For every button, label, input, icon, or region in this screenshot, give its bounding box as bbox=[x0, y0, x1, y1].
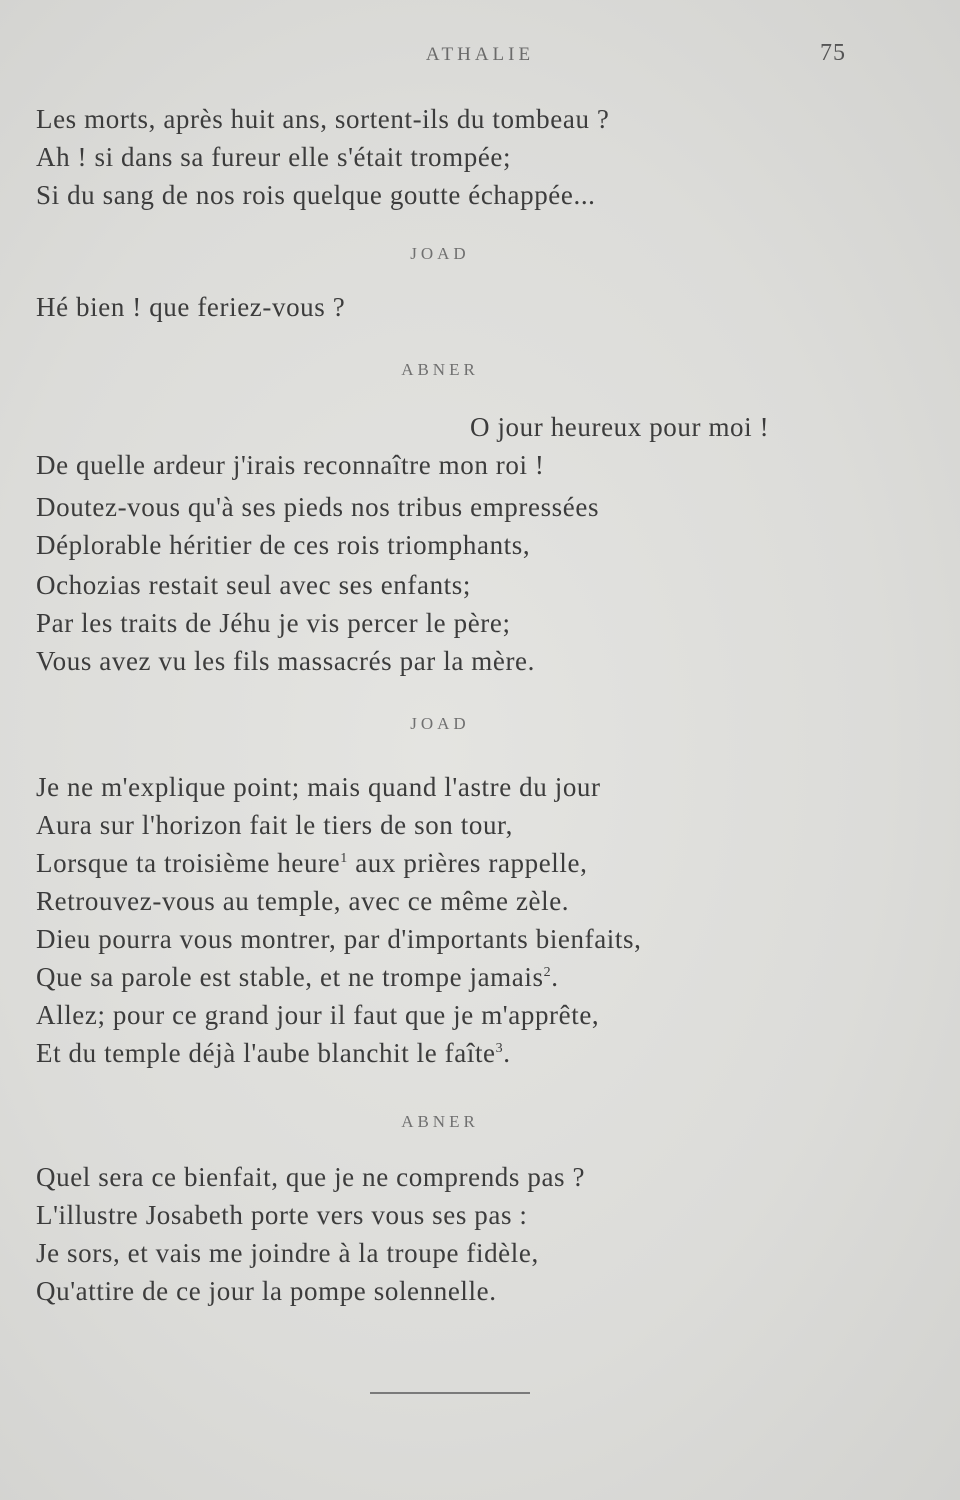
footnote-marker: 2 bbox=[543, 965, 552, 980]
verse-text: aux prières rappelle, bbox=[347, 848, 588, 878]
end-rule bbox=[370, 1392, 530, 1394]
speaker-name: ABNER bbox=[401, 360, 479, 379]
verse-line-indented: O jour heureux pour moi ! bbox=[470, 412, 770, 442]
verse-line: Ochozias restait seul avec ses enfants; bbox=[36, 570, 471, 600]
verse-line: Les morts, après huit ans, sortent-ils du tombeau ? bbox=[36, 104, 610, 134]
verse-text: Que sa parole est stable, et ne trompe jamais bbox=[36, 962, 544, 992]
speaker-name: JOAD bbox=[410, 244, 470, 263]
verse-line: De quelle ardeur j'irais reconnaître mon roi ! bbox=[36, 450, 545, 480]
page-number: 75 bbox=[820, 40, 846, 66]
verse-line: Dieu pourra vous montrer, par d'importants bienfaits, bbox=[36, 924, 642, 954]
verse-text: . bbox=[503, 1038, 511, 1068]
verse-line-with-note bbox=[36, 962, 559, 993]
verse-text: Lorsque ta troisième heure bbox=[36, 848, 341, 878]
verse-line: Doutez-vous qu'à ses pieds nos tribus empressées bbox=[36, 492, 600, 522]
verse-line-with-note bbox=[36, 848, 587, 879]
verse-line: Vous avez vu les fils massacrés par la mère. bbox=[36, 646, 535, 676]
verse-line: Qu'attire de ce jour la pompe solennelle. bbox=[36, 1276, 497, 1306]
footnote-marker: 1 bbox=[340, 851, 348, 866]
verse-line: Hé bien ! que feriez-vous ? bbox=[36, 292, 346, 322]
verse-line: Déplorable héritier de ces rois triomphants, bbox=[36, 530, 531, 560]
verse-line: Je sors, et vais me joindre à la troupe fidèle, bbox=[36, 1238, 539, 1268]
verse-line: Quel sera ce bienfait, que je ne comprends pas ? bbox=[36, 1162, 586, 1192]
verse-text: . bbox=[551, 962, 559, 992]
verse-line: Aura sur l'horizon fait le tiers de son tour, bbox=[36, 810, 513, 840]
speaker-name: JOAD bbox=[410, 714, 470, 733]
footnote-marker: 3 bbox=[495, 1041, 504, 1056]
verse-line: L'illustre Josabeth porte vers vous ses pas : bbox=[36, 1200, 528, 1230]
verse-text: Et du temple déjà l'aube blanchit le faîte bbox=[36, 1038, 496, 1068]
speaker-name: ABNER bbox=[401, 1112, 479, 1131]
verse-line: Allez; pour ce grand jour il faut que je m'apprête, bbox=[36, 1000, 600, 1030]
verse-line: Ah ! si dans sa fureur elle s'était trompée; bbox=[36, 142, 512, 172]
verse-line-with-note bbox=[36, 1038, 511, 1069]
running-title: ATHALIE bbox=[425, 44, 535, 65]
verse-line: Retrouvez-vous au temple, avec ce même zèle. bbox=[36, 886, 570, 916]
verse-line: Par les traits de Jéhu je vis percer le père; bbox=[36, 608, 511, 638]
verse-line: Si du sang de nos rois quelque goutte échappée... bbox=[36, 180, 596, 210]
verse-line: Je ne m'explique point; mais quand l'astre du jour bbox=[36, 772, 601, 802]
